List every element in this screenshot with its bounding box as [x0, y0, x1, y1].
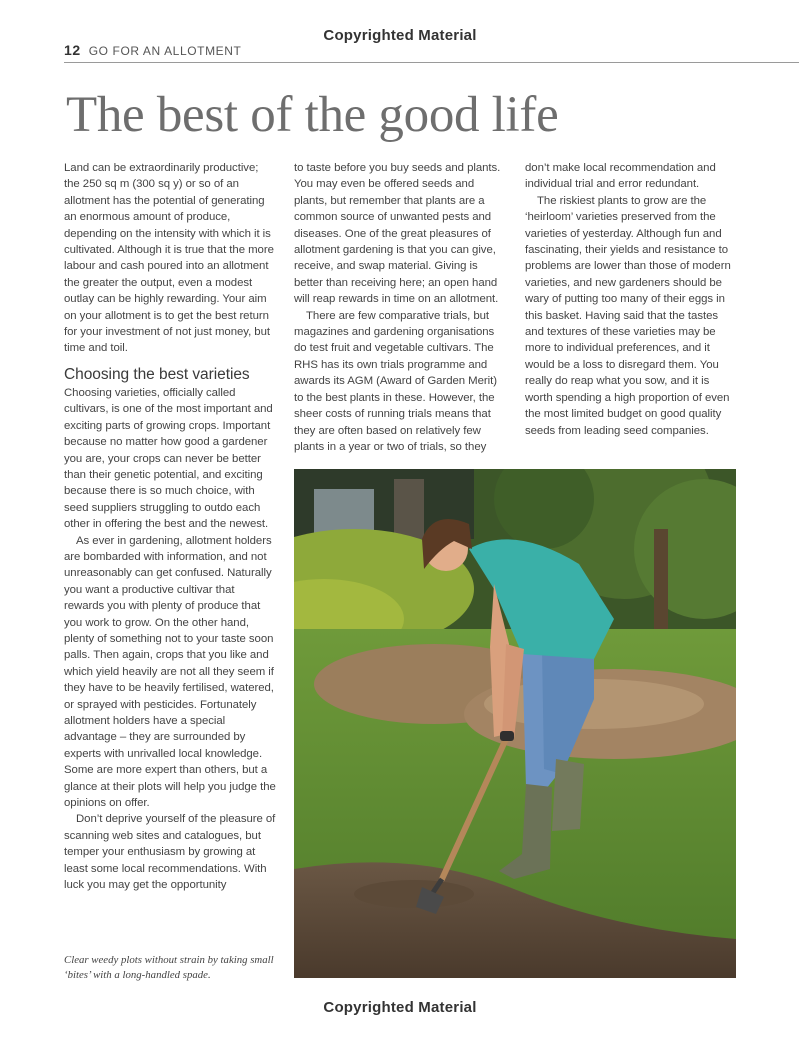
copyright-watermark-top: Copyrighted Material — [323, 27, 477, 44]
copyright-watermark-bottom: Copyrighted Material — [323, 999, 477, 1016]
paragraph: As ever in gardening, allotment holders are bombarded with information, and not unreasonably can get confused. Naturally you want a productive cultivar that rewards you with plenty of produce that you work to grow. On the other hand, plenty of something not to your taste soon palls. Then again, crops that you like and which yield heavily are not all they seem if they have to be heavily fertilised, watered, or sprayed with pesticides. Fortunately allotment holders have a special advantage – they are surrounded by experts with unrivalled local knowledge. Some are more expert than others, but a glance at their plots will help you judge the opinions on offer. — [64, 534, 276, 810]
section-subhead: Choosing the best varieties — [64, 365, 250, 383]
paragraph: Land can be extraordinarily productive; the 250 sq m (300 sq y) or so of an allotment has the potential of generating an enormous amount of produce, depending on the intensity with which it is cultivated. Although it is true that the more labour and cash poured into an allotment the greater the output, even a modest outlay can be highly rewarding. Your aim on your allotment is to get the best return for your investment of not just money, but time and toil. — [64, 162, 274, 355]
text-column-2 — [294, 160, 508, 455]
paragraph: Don’t deprive yourself of the pleasure of scanning web sites and catalogues, but temper your enthusiasm by growing at least some local recommendations. With luck you may get the opportunity — [64, 813, 276, 892]
paragraph: There are few comparative trials, but magazines and gardening organisations do test fruit and vegetable cultivars. The RHS has its own trials programme and awards its AGM (Award of Garden Merit) to the best plants in these. However, the sheer costs of running trials means that they are often based on relatively few plants in a year or two of trials, so they — [294, 309, 497, 453]
running-head — [64, 42, 241, 58]
paragraph: The riskiest plants to grow are the ‘heirloom’ varieties preserved from the varieties of yesterday. Although fun and fascinating, their yields and resistance to problems are lower than those of modern varieties, and new gardeners should be wary of putting too many of their eggs in this basket. Having said that the tastes and textures of these varieties may be more to individual preferences, and it would be a loss to disregard them. You really do reap what you sow, and it is worth spending a high proportion of even the most limited budget on good quality seeds from leading seed companies. — [525, 194, 731, 437]
paragraph: to taste before you buy seeds and plants. You may even be offered seeds and plants, but remember that plants are a common source of unwanted pests and diseases. One of the great pleasures of allotment gardening is that you can give, receive, and swap material. Giving is better than receiving here; an open hand will reap rewards in time on an allotment. — [294, 162, 501, 306]
section-name: GO FOR AN ALLOTMENT — [88, 44, 242, 58]
header-rule — [64, 62, 799, 63]
photo-caption: Clear weedy plots without strain by taking small ‘bites’ with a long-handled spade. — [64, 954, 274, 981]
gardener-digging-illustration — [294, 469, 736, 978]
text-column-1 — [64, 160, 276, 893]
paragraph: don’t make local recommendation and individual trial and error redundant. — [525, 162, 716, 191]
page-title: The best of the good life — [66, 87, 559, 143]
paragraph: Choosing varieties, officially called cultivars, is one of the most important and exciting parts of growing crops. Important because no matter how good a gardener you are, your crops can never be better than their genetic potential, and exciting because there is so much choice, with seed suppliers struggling to outdo each other in offering the best and the newest. — [64, 386, 273, 531]
page-number: 12 — [64, 42, 81, 58]
garden-photo — [294, 469, 736, 978]
text-column-3 — [525, 160, 739, 439]
